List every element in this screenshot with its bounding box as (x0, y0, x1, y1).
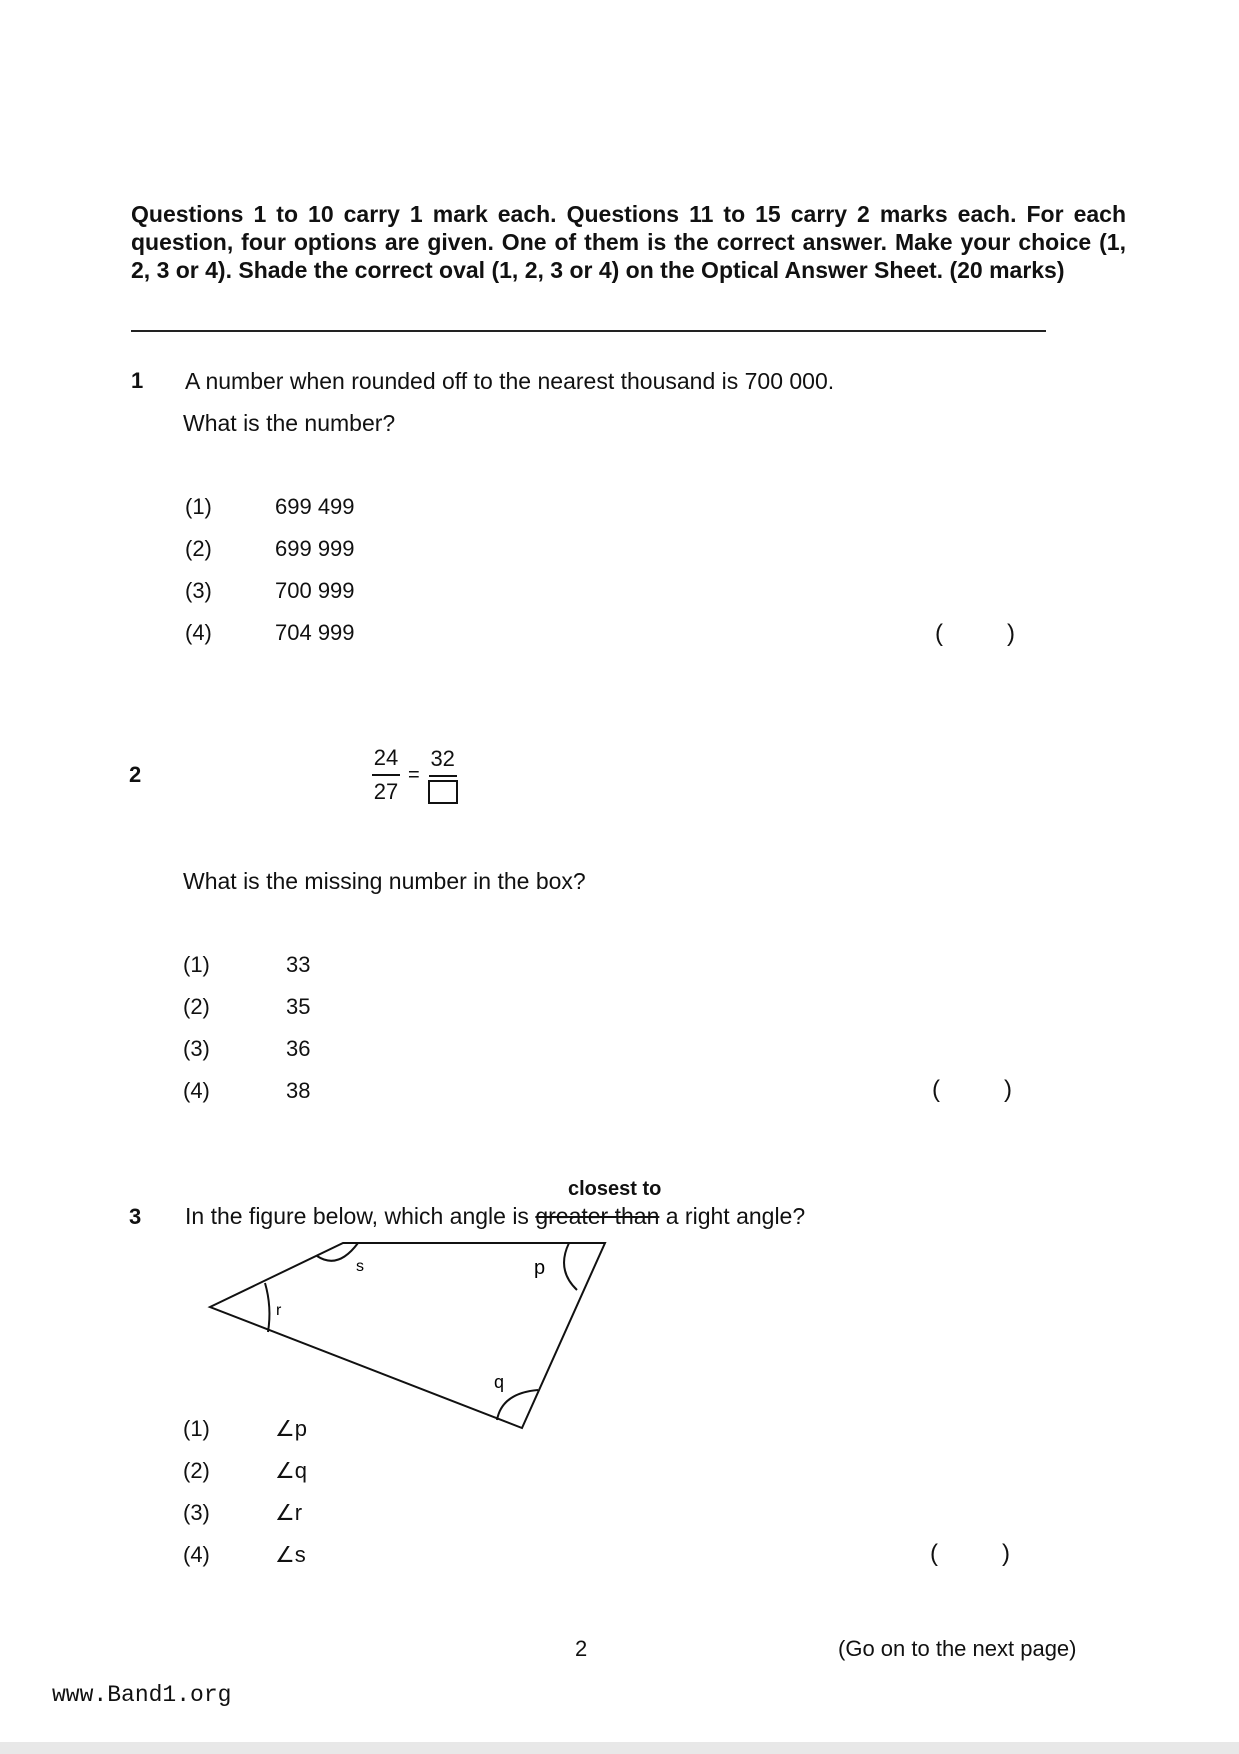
q3-correction: closest to (568, 1178, 662, 1200)
q2-bracket-close: ) (1004, 1076, 1012, 1103)
q2-option-2-value: 35 (286, 994, 311, 1019)
label-q: q (494, 1372, 505, 1392)
instructions (131, 200, 1126, 284)
q1-answer-bracket[interactable] (935, 620, 1015, 648)
page-number: 2 (575, 1636, 588, 1661)
q1-option-1-number: (1) (185, 494, 212, 519)
q2-equation (372, 745, 458, 805)
q1-option-3-number: (3) (185, 578, 212, 603)
label-p: p (534, 1257, 546, 1279)
q3-question (185, 1203, 805, 1230)
q1-option-4-number: (4) (185, 620, 212, 645)
q3-option-4-value: ∠s (275, 1542, 306, 1567)
q3-bracket-open: ( (930, 1540, 938, 1567)
q2-option-4-value: 38 (286, 1078, 311, 1103)
q3-struck-text: greater than (535, 1203, 660, 1229)
q2-question: What is the missing number in the box? (183, 868, 586, 894)
divider (131, 330, 1046, 332)
q2-option-4-number: (4) (183, 1078, 210, 1103)
q2-fraction-left (372, 745, 400, 805)
q2-bracket-open: ( (932, 1076, 940, 1103)
q3-number: 3 (129, 1204, 142, 1229)
q2-fraction-right (428, 746, 458, 804)
q1-text-line2: What is the number? (183, 410, 396, 436)
q3-option-1-value: ∠p (275, 1416, 307, 1441)
q3-option-3-number: (3) (183, 1500, 210, 1525)
angle-p-arc (564, 1243, 577, 1290)
quadrilateral-outline (210, 1243, 605, 1428)
q2-option-2-number: (2) (183, 994, 210, 1019)
q3-text-before: In the figure below, which angle is (185, 1203, 536, 1229)
q2-frac1-numerator: 24 (373, 745, 399, 770)
source-url[interactable]: www.Band1.org (52, 1682, 232, 1708)
q1-number: 1 (131, 368, 144, 393)
q3-option-2-number: (2) (183, 1458, 210, 1483)
q2-answer-bracket[interactable] (932, 1076, 1012, 1104)
q2-frac1-denominator: 27 (373, 779, 399, 804)
q2-option-1-number: (1) (183, 952, 210, 977)
q2-missing-number-box (428, 780, 458, 804)
q3-option-4-number: (4) (183, 1542, 210, 1567)
q2-number: 2 (129, 762, 142, 787)
label-r: r (276, 1302, 282, 1319)
q1-bracket-open: ( (935, 620, 943, 647)
q1-option-3-value: 700 999 (275, 578, 355, 603)
q3-option-2-value: ∠q (275, 1458, 307, 1483)
q1-option-2-number: (2) (185, 536, 212, 561)
label-s: s (356, 1258, 364, 1275)
q1-option-1-value: 699 499 (275, 494, 355, 519)
angle-r-arc (265, 1283, 269, 1332)
q2-option-3-number: (3) (183, 1036, 210, 1061)
q1-text-line1: A number when rounded off to the nearest thousand is 700 000. (185, 368, 835, 394)
instructions-text: Questions 1 to 10 carry 1 mark each. Questions 11 to 15 carry 2 marks each. For each question, four options are given. One of them is the correct answer. Make your choice (1, 2, 3 or 4). Shade the correct oval (1, 2, 3 or 4) on the Optical Answer Sheet. (20 marks) (131, 201, 1126, 283)
q3-quadrilateral-figure (200, 1230, 620, 1440)
q1-option-2-value: 699 999 (275, 536, 355, 561)
q1-bracket-close: ) (1007, 620, 1015, 647)
q2-option-1-value: 33 (286, 952, 311, 977)
q1-option-4-value: 704 999 (275, 620, 355, 645)
q2-equals: = (408, 763, 420, 786)
next-page-note: (Go on to the next page) (838, 1636, 1077, 1661)
q2-option-3-value: 36 (286, 1036, 311, 1061)
q3-option-3-value: ∠r (275, 1500, 303, 1525)
q3-text-after: a right angle? (659, 1203, 806, 1229)
q3-option-1-number: (1) (183, 1416, 210, 1441)
q3-answer-bracket[interactable] (930, 1540, 1010, 1568)
q3-bracket-close: ) (1002, 1540, 1010, 1567)
scan-edge (0, 1742, 1239, 1754)
q2-frac2-numerator: 32 (430, 746, 455, 771)
